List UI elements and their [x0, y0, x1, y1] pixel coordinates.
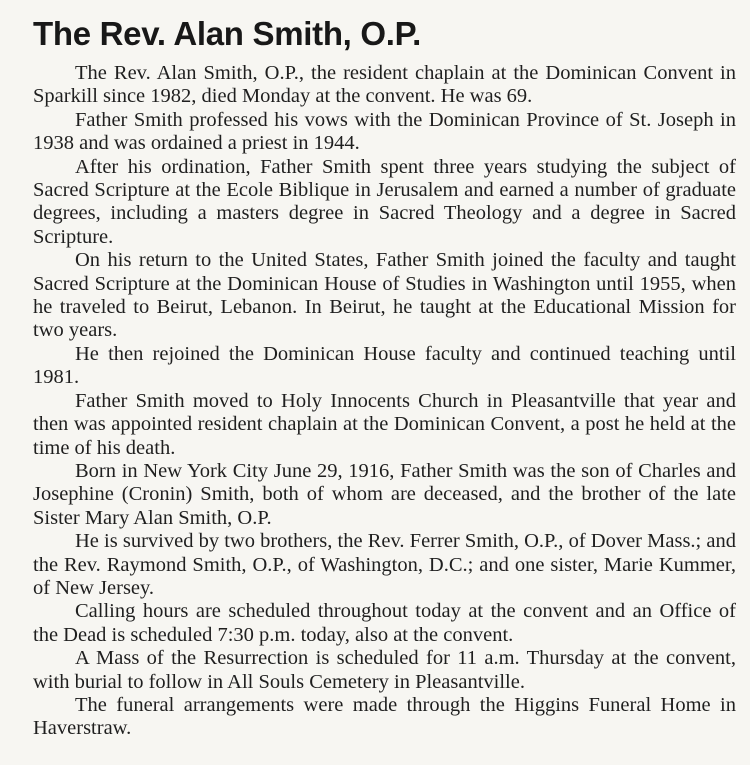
paragraph: A Mass of the Resurrection is scheduled for 11 a.m. Thursday at the convent, with burial to follow in All Souls Cemetery in Pleasantville. — [33, 647, 736, 693]
paragraph: He then rejoined the Dominican House faculty and continued teaching until 1981. — [33, 342, 736, 389]
paragraph: After his ordination, Father Smith spent three years studying the subject of Sacred Scripture at the Ecole Biblique in Jerusalem and earned a number of graduate degrees, including a masters degree in Sacred Theology and a degree in Sacred Scripture. — [33, 155, 736, 248]
paragraph: Calling hours are scheduled throughout today at the convent and an Office of the Dead is scheduled 7:30 p.m. today, also at the convent. — [33, 600, 736, 646]
paragraph: The Rev. Alan Smith, O.P., the resident chaplain at the Dominican Convent in Sparkill since 1982, died Monday at the convent. He was 69. — [33, 62, 736, 108]
headline: The Rev. Alan Smith, O.P. — [33, 15, 421, 52]
paragraph: Father Smith moved to Holy Innocents Church in Pleasantville that year and then was appointed resident chaplain at the Dominican Convent, a post he held at the time of his death. — [33, 389, 736, 459]
paragraph: Born in New York City June 29, 1916, Father Smith was the son of Charles and Josephine (Cronin) Smith, both of whom are deceased, and the brother of the late Sister Mary Alan Smith, O.P. — [33, 459, 736, 529]
paragraph: On his return to the United States, Father Smith joined the faculty and taught Sacred Scripture at the Dominican House of Studies in Washington until 1955, when he traveled to Beirut, Lebanon. In Beirut, he taught at the Educational Mission for two years. — [33, 249, 736, 342]
paragraph: The funeral arrangements were made through the Higgins Funeral Home in Haverstraw. — [33, 693, 736, 740]
paragraph: Father Smith professed his vows with the Dominican Province of St. Joseph in 1938 and was ordained a priest in 1944. — [33, 108, 736, 155]
article-body — [33, 62, 736, 741]
paragraph: He is survived by two brothers, the Rev. Ferrer Smith, O.P., of Dover Mass.; and the Rev. Raymond Smith, O.P., of Washington, D.C.; and one sister, Marie Kummer, of New Jersey. — [33, 530, 736, 599]
